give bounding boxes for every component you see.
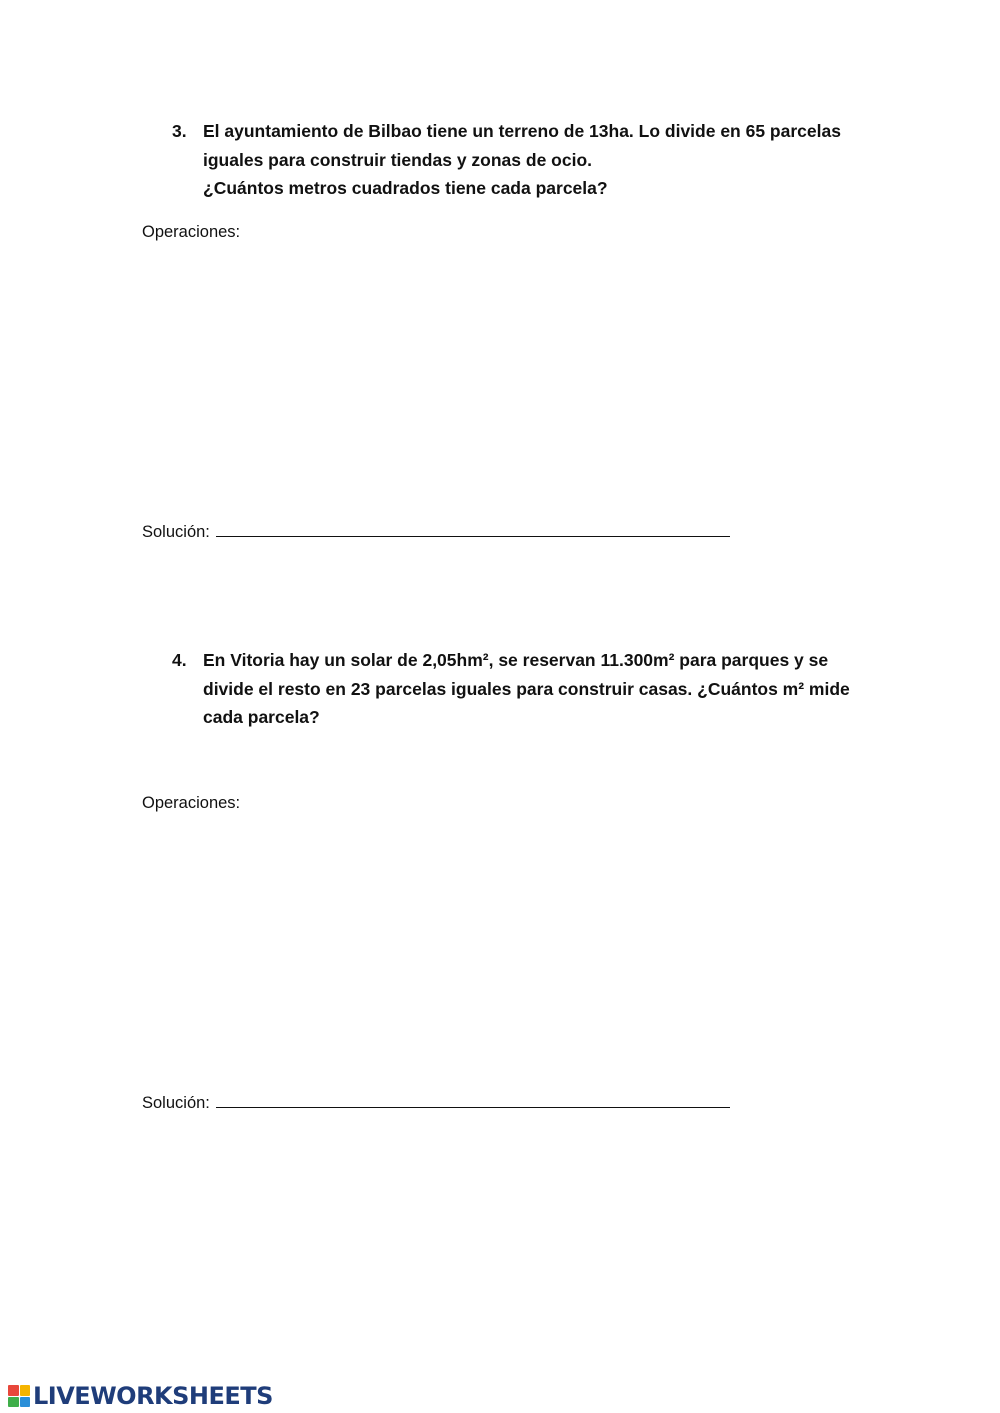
logo-block — [8, 1397, 19, 1408]
question-line: El ayuntamiento de Bilbao tiene un terreno de 13ha. Lo divide en 65 parcelas — [203, 121, 841, 141]
liveworksheets-logo[interactable] — [8, 1382, 273, 1410]
logo-block — [20, 1385, 31, 1396]
solution-answer-line[interactable] — [216, 1092, 730, 1108]
liveworksheets-blocks-icon — [8, 1385, 30, 1407]
logo-block — [20, 1397, 31, 1408]
question-line: divide el resto en 23 parcelas iguales para construir casas. ¿Cuántos m² mide — [203, 678, 850, 699]
solution-label: Solución: — [142, 1094, 210, 1112]
question-4 — [172, 646, 862, 732]
question-line: cada parcela? — [203, 707, 320, 727]
operations-label: Operaciones: — [142, 794, 241, 812]
question-number: 3. — [172, 121, 187, 141]
question-text — [203, 646, 862, 732]
operations-label: Operaciones: — [142, 223, 241, 241]
logo-text: LIVEWORKSHEETS — [33, 1382, 273, 1410]
logo-block — [8, 1385, 19, 1396]
question-line: iguales para construir tiendas y zonas de ocio. — [203, 149, 592, 170]
solution-row — [142, 521, 730, 542]
question-line: En Vitoria hay un solar de 2,05hm², se reservan 11.300m² para parques y se — [203, 650, 829, 670]
question-text — [203, 117, 862, 203]
question-line: ¿Cuántos metros cuadrados tiene cada parcela? — [203, 178, 608, 198]
solution-row — [142, 1092, 730, 1113]
question-3 — [172, 117, 862, 203]
solution-answer-line[interactable] — [216, 521, 730, 537]
solution-label: Solución: — [142, 523, 210, 541]
question-number: 4. — [172, 650, 187, 670]
